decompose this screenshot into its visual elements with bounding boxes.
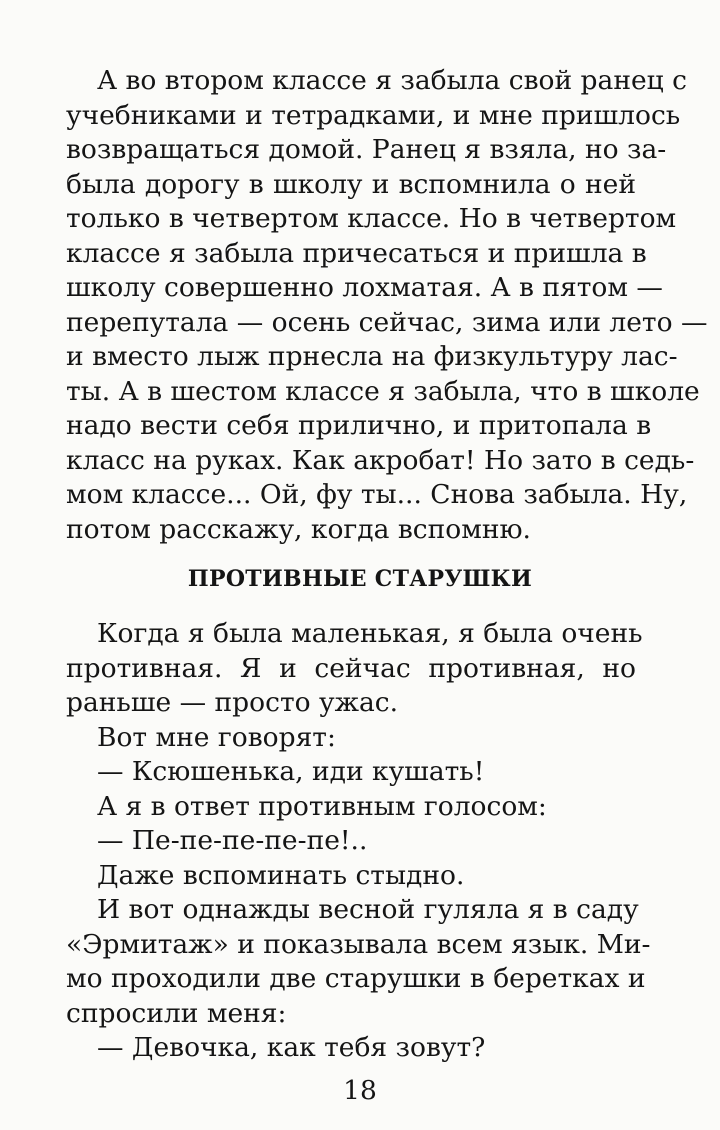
paragraph-line: раньше — просто ужас. [66, 687, 399, 718]
paragraph-line: и вместо лыж прнесла на физкультуру лас- [66, 341, 678, 372]
paragraph-line: школу совершенно лохматая. А в пятом — [66, 272, 663, 303]
paragraph-line: Когда я была маленькая, я была очень [97, 618, 643, 649]
paragraph-line: — Пе-пе-пе-пе-пе!.. [97, 825, 368, 856]
paragraph-line: была дорогу в школу и вспомнила о ней [66, 169, 636, 200]
paragraph-line: потом расскажу, когда вспомню. [66, 514, 531, 545]
paragraph-line: ты. А в шестом классе я забыла, что в школе [66, 376, 700, 407]
paragraph-line: только в четвертом классе. Но в четвертом [66, 203, 677, 234]
paragraph-line: Вот мне говорят: [97, 722, 336, 753]
page-number: 18 [343, 1075, 377, 1106]
paragraph-line: мо проходили две старушки в беретках и [66, 963, 646, 994]
paragraph-line: спросили меня: [66, 998, 287, 1029]
paragraph-line: возвращаться домой. Ранец я взяла, но за- [66, 134, 667, 165]
paragraph-line: «Эрмитаж» и показывала всем язык. Ми- [66, 929, 651, 960]
paragraph-line: Даже вспоминать стыдно. [97, 860, 465, 891]
paragraph-line: классе я забыла причесаться и пришла в [66, 238, 647, 269]
paragraph-line: — Ксюшенька, иди кушать! [97, 756, 485, 787]
chapter-heading: ПРОТИВНЫЕ СТАРУШКИ [187, 566, 533, 592]
paragraph-line: класс на руках. Как акробат! Но зато в седь- [66, 445, 695, 476]
paragraph-line: учебниками и тетрадками, и мне пришлось [66, 100, 681, 131]
paragraph-line: — Девочка, как тебя зовут? [97, 1032, 486, 1063]
paragraph-line: надо вести себя прилично, и притопала в [66, 410, 652, 441]
paragraph-line: А во втором классе я забыла свой ранец с [97, 65, 687, 96]
paragraph-line: противная. Я и сейчас противная, но [66, 653, 636, 684]
paragraph-line: перепутала — осень сейчас, зима или лето — [66, 307, 708, 338]
paragraph-line: И вот однажды весной гуляла я в саду [97, 894, 639, 925]
paragraph-line: мом классе... Ой, фу ты... Снова забыла. Ну, [66, 479, 688, 510]
paragraph-line: А я в ответ противным голосом: [97, 791, 547, 822]
